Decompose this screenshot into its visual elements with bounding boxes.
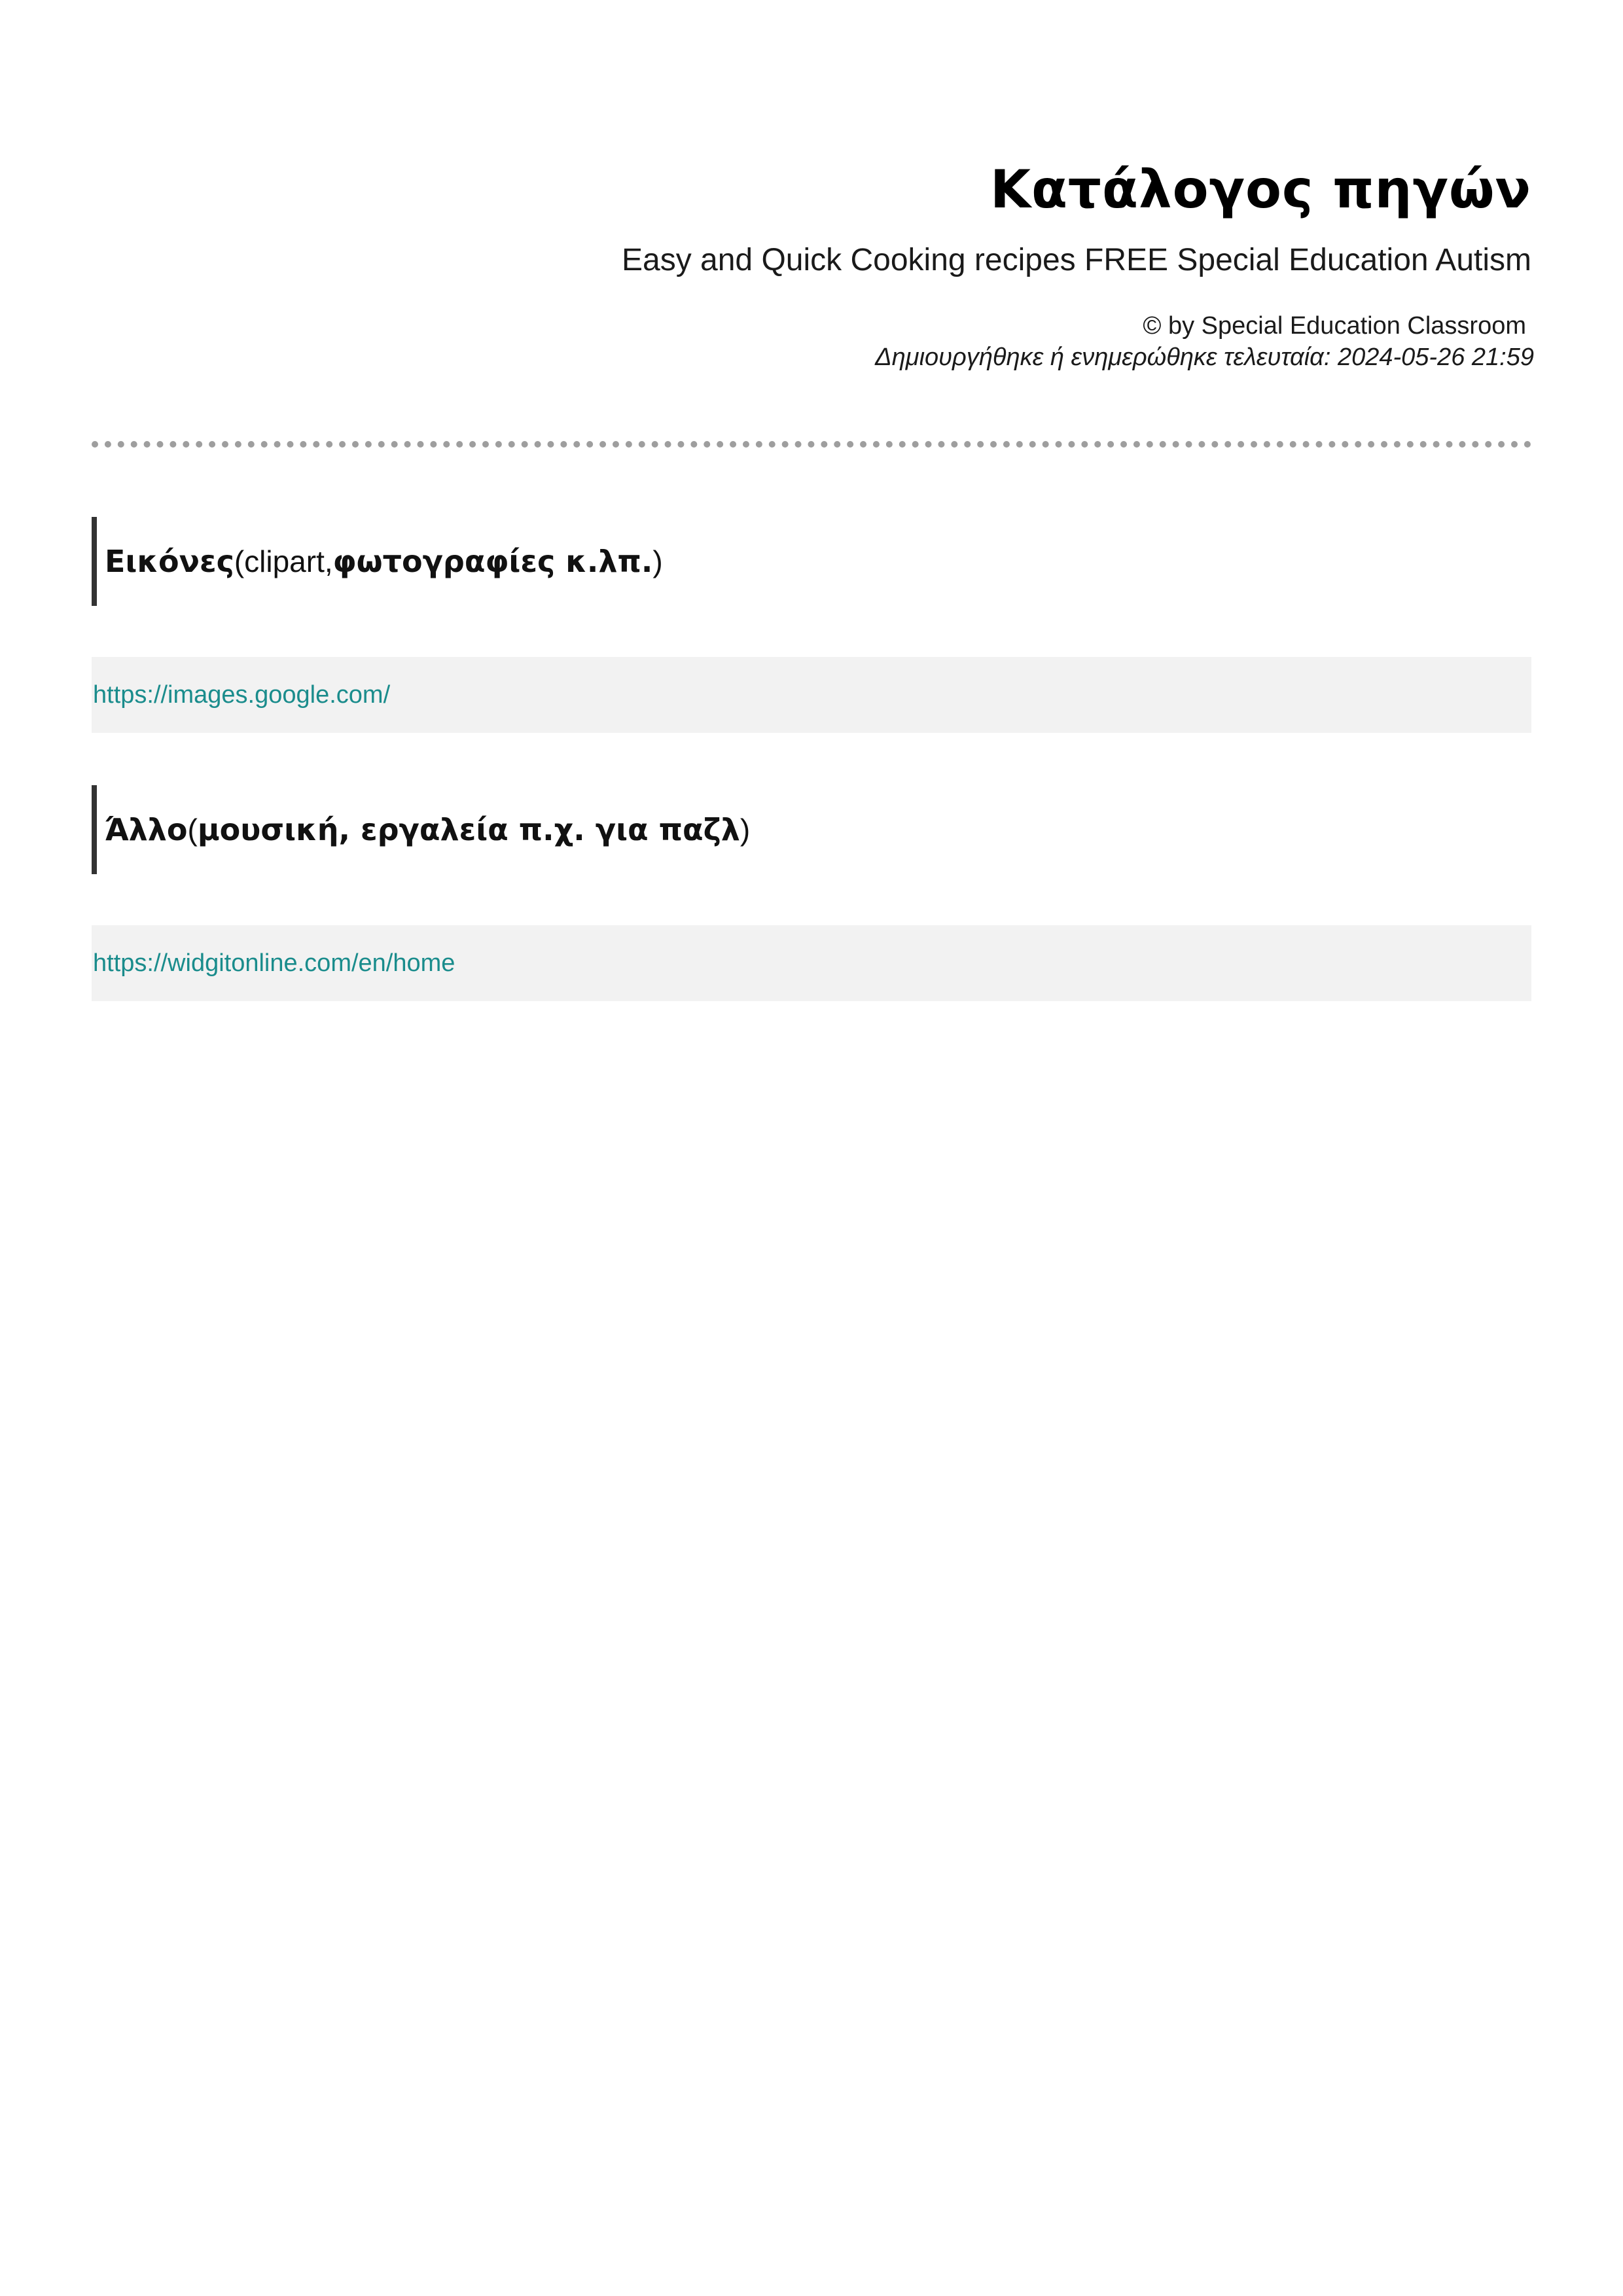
section-heading-part: )	[652, 544, 663, 578]
source-link[interactable]: https://images.google.com/	[93, 680, 391, 709]
section-heading-part: φωτογραφίες κ.λπ.	[332, 544, 653, 579]
section-heading-other	[92, 785, 1531, 874]
section-heading-part: )	[740, 813, 751, 847]
section-heading-part: μουσική, εργαλεία π.χ. για παζλ	[197, 812, 740, 847]
document-page	[92, 0, 1534, 2296]
document-header	[92, 157, 1534, 373]
source-link[interactable]: https://widgitonline.com/en/home	[93, 949, 455, 977]
page-subtitle: Easy and Quick Cooking recipes FREE Special Education Autism	[621, 243, 1531, 277]
page-title: Κατάλογος πηγών	[990, 159, 1531, 220]
section-heading-part: (	[187, 813, 198, 847]
section-heading-part: Άλλο	[105, 812, 188, 847]
last-updated: Δημιουργήθηκε ή ενημερώθηκε τελευταία: 2024-05-26 21:59	[875, 344, 1534, 371]
section-heading-images	[92, 517, 1531, 606]
link-box-images	[92, 657, 1531, 733]
copyright-notice: © by Special Education Classroom	[1143, 312, 1526, 340]
dotted-separator	[92, 441, 1531, 448]
link-box-other	[92, 925, 1531, 1001]
section-heading-part: Εικόνες	[105, 544, 234, 579]
section-heading-part: (clipart,	[234, 544, 333, 578]
